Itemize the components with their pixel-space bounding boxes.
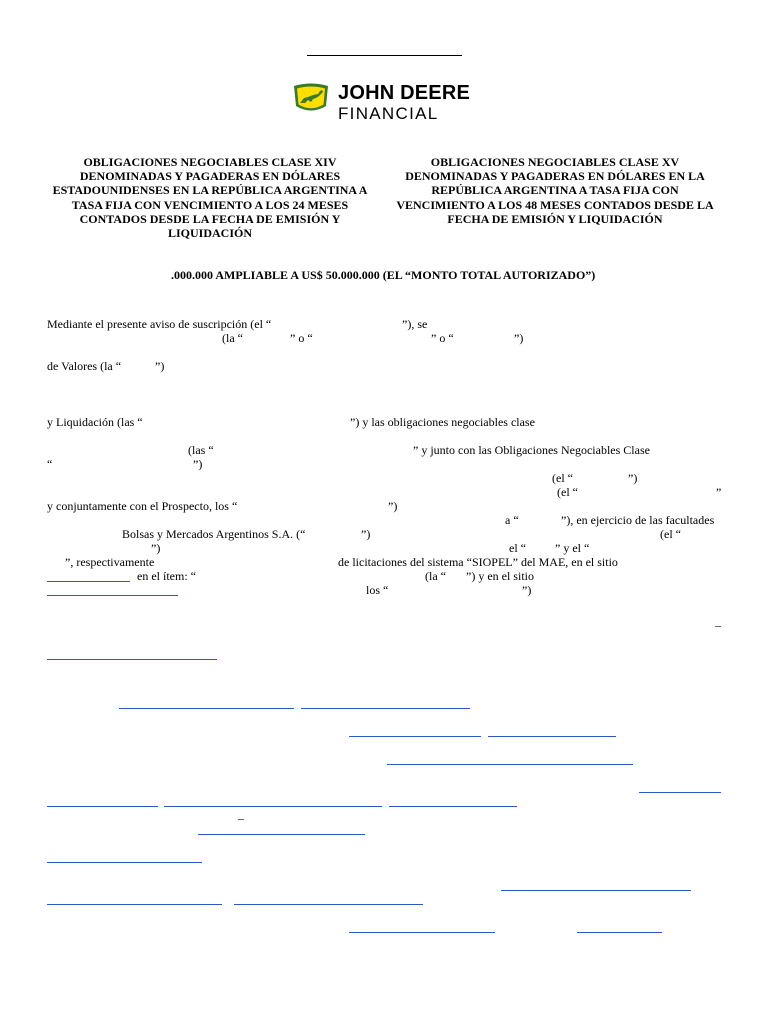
body-text: (la “: [222, 331, 243, 345]
heading-clase-xv: OBLIGACIONES NEGOCIABLES CLASE XV DENOMINADAS Y PAGADERAS EN DÓLARES EN LA REPÚBLICA ARGENTINA A TASA FIJA CON VENCIMIENTO A LOS 48 MESES CONTADOS DESDE LA FECHA DE EMISIÓN Y LIQUIDACIÓN: [396, 155, 714, 226]
body-text: ”): [388, 499, 398, 513]
body-text: (el “: [660, 527, 681, 541]
body-text: ”: [716, 485, 722, 499]
link-underline[interactable]: [389, 806, 517, 807]
body-text: ”): [514, 331, 524, 345]
heading-clase-xiv: OBLIGACIONES NEGOCIABLES CLASE XIV DENOMINADAS Y PAGADERAS EN DÓLARES ESTADOUNIDENSES EN LA REPÚBLICA ARGENTINA A TASA FIJA CON VENCIMIENTO A LOS 24 MESES CONTADOS DESDE LA FECHA DE EMISIÓN Y LIQUIDACIÓN: [52, 155, 368, 241]
body-text: ” o “: [431, 331, 454, 345]
dash: –: [238, 811, 244, 825]
body-text: de licitaciones del sistema “SIOPEL” del MAE, en el sitio: [338, 555, 618, 569]
deer-emblem-icon: [291, 82, 331, 116]
body-text: el “: [509, 541, 526, 555]
link-underline[interactable]: [501, 890, 691, 891]
link-underline[interactable]: [47, 862, 202, 863]
body-text: Bolsas y Mercados Argentinos S.A. (“: [122, 527, 306, 541]
link-underline[interactable]: [488, 736, 616, 737]
top-rule: [307, 55, 462, 56]
body-text: ”), se: [402, 317, 428, 331]
link-underline[interactable]: [577, 932, 662, 933]
body-text: ”) y las obligaciones negociables clase: [350, 415, 535, 429]
body-text: (las “: [188, 443, 214, 457]
link-underline[interactable]: [198, 834, 365, 835]
body-text: ”) y en el sitio: [466, 569, 534, 583]
body-text: (el “: [552, 471, 573, 485]
link-underline[interactable]: [639, 792, 721, 793]
body-text: ”): [522, 583, 532, 597]
link-underline[interactable]: [47, 595, 178, 596]
body-text: Mediante el presente aviso de suscripción (el “: [47, 317, 272, 331]
john-deere-financial-logo: [290, 80, 482, 126]
link-underline[interactable]: [349, 932, 495, 933]
body-text: ” y junto con las Obligaciones Negociables Clase: [413, 443, 650, 457]
body-text: a “: [505, 513, 519, 527]
logo-subtitle: FINANCIAL: [338, 104, 439, 123]
logo-name: JOHN DEERE: [338, 82, 471, 104]
body-text: en el ítem: “: [137, 569, 196, 583]
body-text: (la “: [425, 569, 446, 583]
link-underline[interactable]: [47, 581, 130, 582]
body-text: “: [47, 457, 53, 471]
body-text: ”): [628, 471, 638, 485]
body-text: ”): [193, 457, 203, 471]
body-text: y conjuntamente con el Prospecto, los “: [47, 499, 238, 513]
body-text: de Valores (la “: [47, 359, 122, 373]
link-underline[interactable]: [47, 659, 217, 660]
body-text: ”): [151, 541, 161, 555]
link-underline[interactable]: [234, 904, 423, 905]
body-text: los “: [366, 583, 389, 597]
link-underline[interactable]: [164, 806, 382, 807]
link-underline[interactable]: [301, 708, 470, 709]
dash: –: [715, 618, 721, 632]
body-text: ”): [361, 527, 371, 541]
body-text: ”): [155, 359, 165, 373]
body-text: ” o “: [290, 331, 313, 345]
link-underline[interactable]: [47, 806, 158, 807]
link-underline[interactable]: [387, 764, 633, 765]
body-text: ”), en ejercicio de las facultades: [561, 513, 715, 527]
body-text: ”, respectivamente: [65, 555, 155, 569]
body-text: ” y el “: [555, 541, 590, 555]
body-text: (el “: [557, 485, 578, 499]
body-text: y Liquidación (las “: [47, 415, 143, 429]
link-underline[interactable]: [119, 708, 294, 709]
monto-total-autorizado-line: .000.000 AMPLIABLE A US$ 50.000.000 (EL “MONTO TOTAL AUTORIZADO”): [171, 268, 596, 282]
link-underline[interactable]: [47, 904, 222, 905]
link-underline[interactable]: [349, 736, 481, 737]
